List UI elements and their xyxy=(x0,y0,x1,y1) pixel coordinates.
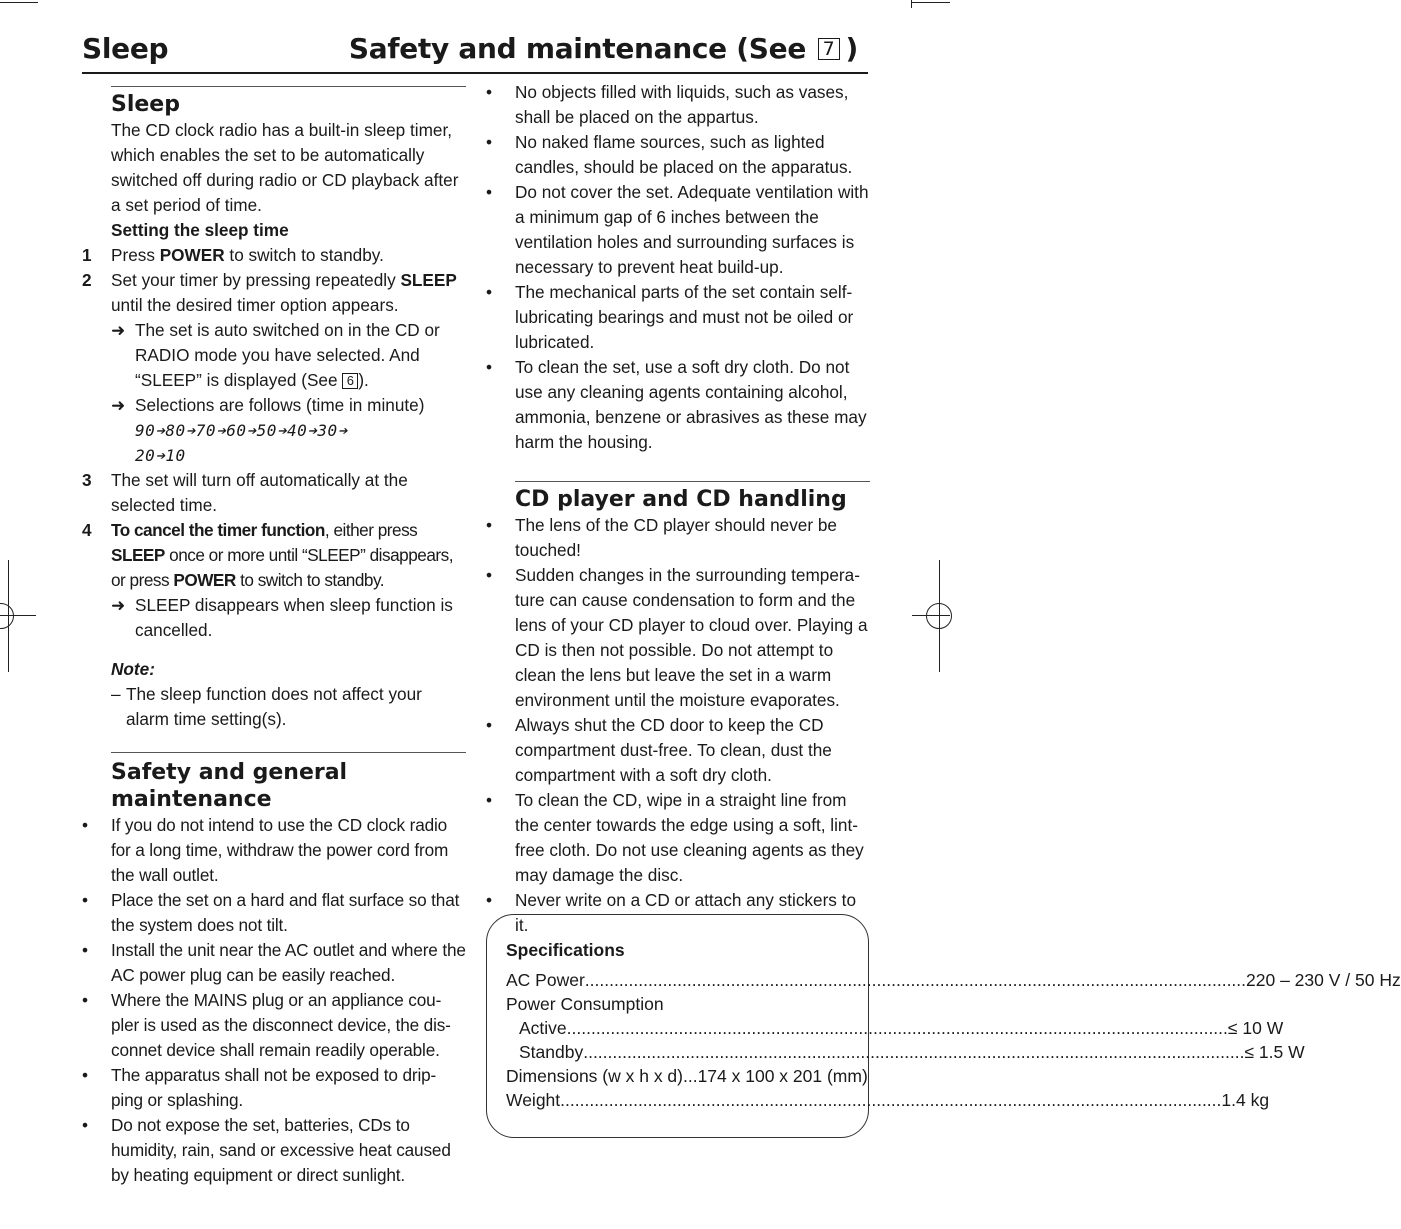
safety-general-text: Install the unit near the AC outlet and where the AC power plug can be easily reached. xyxy=(111,940,466,985)
step-text: to switch to standby. xyxy=(235,570,385,590)
spec-dots xyxy=(585,968,1246,992)
spec-dimensions xyxy=(506,1064,868,1088)
note-body: The sleep function does not affect your alarm time setting(s). xyxy=(126,684,422,729)
bullet-icon: • xyxy=(82,1115,88,1135)
step-text: Set your timer by pressing repeatedly xyxy=(111,270,401,290)
header-see-number: 7 xyxy=(818,38,840,60)
step-number: 3 xyxy=(82,470,92,490)
spec-label: Standby xyxy=(519,1042,584,1062)
bullet-icon: • xyxy=(486,82,493,102)
cd-handling-text: The lens of the CD player should never be touched! xyxy=(515,515,837,560)
sleep-subhead: Setting the sleep time xyxy=(111,220,289,240)
cancel-label: To cancel the timer function xyxy=(111,520,325,540)
arrow-text: ). xyxy=(358,370,369,390)
spec-label: Weight xyxy=(506,1090,561,1110)
spec-label: Dimensions (w x h x d)... xyxy=(506,1066,698,1086)
sleep-key: SLEEP xyxy=(111,545,165,565)
cd-handling-title: CD player and CD handling xyxy=(515,487,847,512)
step-number: 2 xyxy=(82,270,92,290)
step-text: until the desired timer option appears. xyxy=(111,295,399,315)
bullet-icon: • xyxy=(486,565,493,585)
arrow-note-2 xyxy=(82,393,466,418)
sleep-step-1 xyxy=(82,243,466,268)
left-column xyxy=(82,86,466,1188)
safety-general-rule xyxy=(111,752,466,753)
sleep-rule xyxy=(111,86,466,87)
bullet-icon: • xyxy=(486,357,493,377)
bullet-icon: • xyxy=(486,282,493,302)
display-ref-box: 6 xyxy=(342,373,358,389)
step-text: once or more until “SLEEP” disappears, or press xyxy=(111,545,453,590)
spec-label: AC Power xyxy=(506,970,585,990)
spec-active xyxy=(506,1016,1284,1040)
cd-handling-list xyxy=(486,513,870,938)
spec-value: ≤ 1.5 W xyxy=(1244,1042,1305,1062)
sleep-step-4 xyxy=(82,518,466,593)
spec-label: Active xyxy=(519,1018,567,1038)
note-dash: – xyxy=(111,684,121,704)
cd-handling-item xyxy=(486,713,870,788)
timer-sequence-line-1: 90➔80➔70➔60➔50➔40➔30➔ xyxy=(135,421,348,440)
bullet-icon: • xyxy=(486,715,493,735)
safety-general-item xyxy=(82,988,466,1063)
safety-continued-list xyxy=(486,80,870,455)
header-close-paren: ) xyxy=(845,32,858,65)
arrow-text: SLEEP disappears when sleep function is cancelled. xyxy=(135,595,453,640)
header-left-title: Sleep xyxy=(82,32,169,65)
spec-value: 1.4 kg xyxy=(1221,1090,1270,1110)
crop-mark-top-right xyxy=(912,2,950,3)
header-right-text: Safety and maintenance (See xyxy=(348,32,807,65)
safety-continued-text: To clean the set, use a soft dry cloth. Do not use any cleaning agents containing alcohol, ammonia, benzene or abrasives as these may harm the housing. xyxy=(515,357,867,452)
sleep-key: SLEEP xyxy=(400,270,457,290)
spec-value: ≤ 10 W xyxy=(1227,1018,1284,1038)
safety-continued-text: The mechanical parts of the set contain self-lubricating bearings and must not be oiled or lubricated. xyxy=(515,282,854,352)
cd-handling-item xyxy=(486,563,870,713)
header-right-title xyxy=(349,32,858,65)
step-text: The set will turn off automatically at the selected time. xyxy=(111,470,408,515)
header-rule xyxy=(82,72,868,74)
safety-continued-item xyxy=(486,80,870,130)
timer-sequence-line-2: 20➔10 xyxy=(135,446,186,465)
step-number: 4 xyxy=(82,520,92,540)
step-number: 1 xyxy=(82,245,92,265)
safety-general-text: Place the set on a hard and flat surface so that the system does not tilt. xyxy=(111,890,460,935)
right-column xyxy=(486,80,870,938)
power-key: POWER xyxy=(173,570,236,590)
safety-general-list xyxy=(82,813,466,1188)
spec-ac-power xyxy=(506,968,1401,992)
crop-mark-top-left xyxy=(0,2,38,3)
step-text: to switch to standby. xyxy=(224,245,384,265)
spec-dots xyxy=(583,1040,1244,1064)
bullet-icon: • xyxy=(486,132,493,152)
safety-continued-item xyxy=(486,355,870,455)
safety-general-item xyxy=(82,813,466,888)
arrow-text: The set is auto switched on in the CD or RADIO mode you have selected. And “SLEEP” is displayed (See xyxy=(135,320,440,390)
cd-handling-text: To clean the CD, wipe in a straight line from the center towards the edge using a soft, lint-free cloth. Do not use cleaning agents as they may damage the disc. xyxy=(515,790,864,885)
cd-handling-item xyxy=(486,788,870,888)
step-text: , either press xyxy=(324,520,418,540)
safety-continued-text: No naked flame sources, such as lighted candles, should be placed on the apparatus. xyxy=(515,132,853,177)
safety-continued-text: No objects filled with liquids, such as vases, shall be placed on the appartus. xyxy=(515,82,849,127)
sleep-step-3 xyxy=(82,468,466,518)
bullet-icon: • xyxy=(486,790,493,810)
sleep-intro: The CD clock radio has a built-in sleep timer, which enables the set to be automatically switched off during radio or CD playback after a set period of time. xyxy=(111,120,459,215)
safety-continued-item xyxy=(486,130,870,180)
safety-general-item xyxy=(82,1113,466,1188)
bullet-icon: • xyxy=(82,990,88,1010)
specifications-title: Specifications xyxy=(506,940,625,960)
spec-dots xyxy=(560,1088,1221,1112)
bullet-icon: • xyxy=(486,890,493,910)
bullet-icon: • xyxy=(82,940,88,960)
specifications xyxy=(506,938,1401,1112)
spec-standby xyxy=(506,1040,1305,1064)
arrow-note-3 xyxy=(82,593,466,643)
arrow-note-1 xyxy=(82,318,466,393)
spec-value: 220 – 230 V / 50 Hz xyxy=(1246,970,1401,990)
spec-dots xyxy=(567,1016,1228,1040)
bullet-icon: • xyxy=(82,890,88,910)
safety-general-item xyxy=(82,938,466,988)
safety-continued-item xyxy=(486,180,870,280)
power-key: POWER xyxy=(159,245,225,265)
safety-general-text: Where the MAINS plug or an appliance cou-pler is used as the disconnect device, the dis-connet device shall remain readily operable. xyxy=(111,990,451,1060)
spec-weight xyxy=(506,1088,1270,1112)
spec-power-consumption: Power Consumption xyxy=(506,994,664,1014)
safety-continued-text: Do not cover the set. Adequate ventilation with a minimum gap of 6 inches between the ventilation holes and surrounding surfaces is necessary to prevent heat build-up. xyxy=(515,182,869,277)
cd-handling-item xyxy=(486,513,870,563)
arrow-icon: ➜ xyxy=(111,395,126,415)
cd-handling-text: Always shut the CD door to keep the CD compartment dust-free. To clean, dust the compartment with a soft dry cloth. xyxy=(515,715,832,785)
cd-handling-rule xyxy=(515,481,870,482)
safety-general-text: Do not expose the set, batteries, CDs to humidity, rain, sand or excessive heat caused by heating equipment or direct sunlight. xyxy=(111,1115,451,1185)
crop-mark-top-right-v xyxy=(911,0,912,8)
bullet-icon: • xyxy=(486,182,493,202)
arrow-text: Selections are follows (time in minute) xyxy=(135,395,425,415)
arrow-icon: ➜ xyxy=(111,320,126,340)
bullet-icon: • xyxy=(82,815,88,835)
note-label: Note: xyxy=(111,659,155,679)
safety-general-title: Safety and general maintenance xyxy=(111,760,348,812)
safety-general-text: If you do not intend to use the CD clock radio for a long time, withdraw the power cord from the wall outlet. xyxy=(111,815,449,885)
safety-continued-item xyxy=(486,280,870,355)
step-text: Press xyxy=(111,245,160,265)
cd-handling-text: Sudden changes in the surrounding tempera-ture can cause condensation to form and the lens of your CD player to cloud over. Playing a CD is then not possible. Do not attempt to clean the lens but leave the set in a warm environment until the moisture evaporates. xyxy=(515,565,868,710)
arrow-icon: ➜ xyxy=(111,595,126,615)
cd-handling-text: Never write on a CD or attach any stickers to it. xyxy=(515,890,857,935)
safety-general-text: The apparatus shall not be exposed to drip-ping or splashing. xyxy=(111,1065,437,1110)
spec-value: 174 x 100 x 201 (mm) xyxy=(697,1066,868,1086)
note-text xyxy=(82,682,466,732)
safety-general-item xyxy=(82,888,466,938)
sleep-step-2 xyxy=(82,268,466,318)
bullet-icon: • xyxy=(486,515,493,535)
safety-general-item xyxy=(82,1063,466,1113)
bullet-icon: • xyxy=(82,1065,88,1085)
sleep-title: Sleep xyxy=(111,92,180,117)
